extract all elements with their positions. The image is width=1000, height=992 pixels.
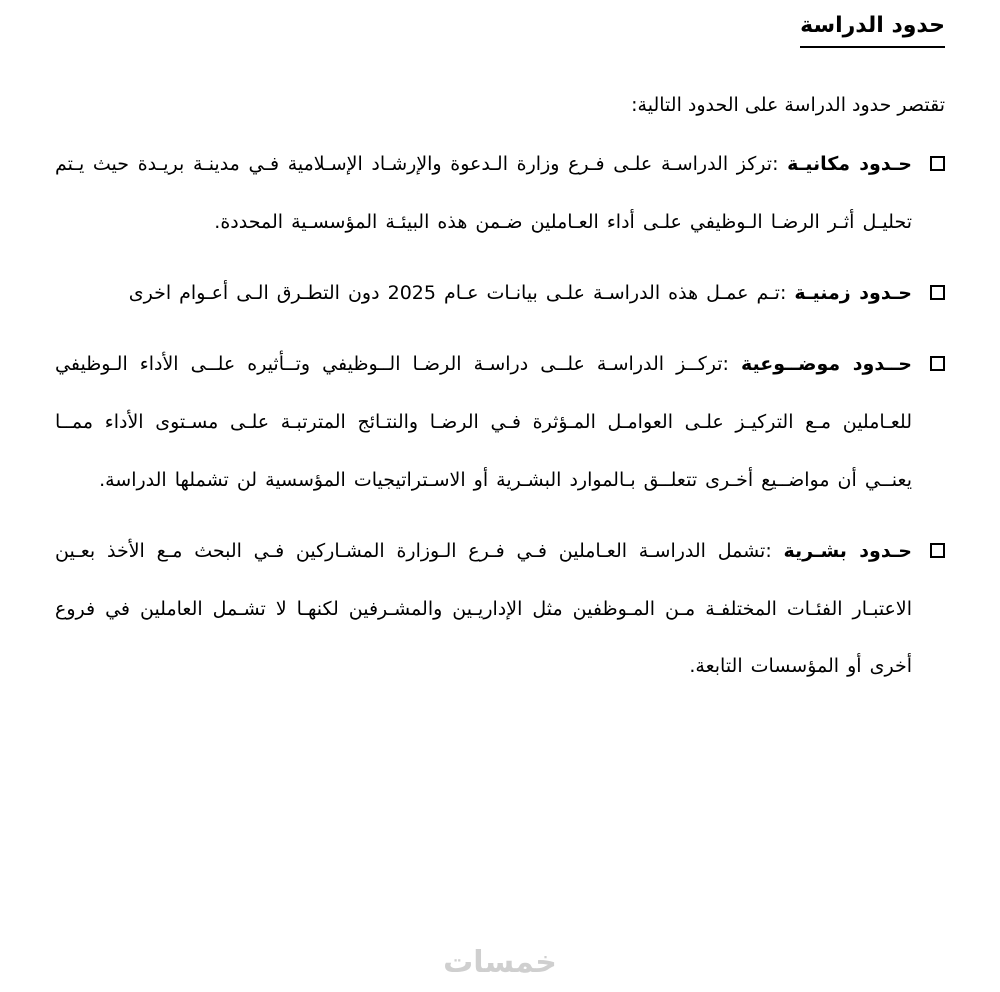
bullet-list <box>55 136 945 696</box>
intro-text: تقتصر حدود الدراسة على الحدود التالية: <box>631 93 945 116</box>
bullet-label: حـدود مكانيـة <box>787 152 912 175</box>
bullet-body: :تشمل الدراسـة العـاملين فـي فـرع الـوزارة المشـاركين فـي البحث مـع الأخذ بعـين الاعتبـار الفئـات المختلفـة مـن المـوظفين مثل الإداريـين والمشـرفين لكنهـا لا تشـمل العاملين في فروع أخرى أو المؤسسات التابعة. <box>55 539 912 678</box>
square-bullet-icon <box>930 156 945 171</box>
square-bullet-icon <box>930 285 945 300</box>
watermark-text: خمسات <box>443 945 557 980</box>
square-bullet-icon <box>930 543 945 558</box>
bullet-paragraph <box>55 336 912 510</box>
bullet-paragraph <box>55 136 912 252</box>
bullet-paragraph <box>55 265 912 323</box>
list-item <box>55 136 945 252</box>
bullet-body: :تركز الدراسـة علـى فـرع وزارة الـدعوة والإرشـاد الإسـلامية فـي مدينـة بريـدة حيث يـتم تحليـل أثـر الرضـا الـوظيفي علـى أداء العـاملين ضـمن هذه البيئـة المؤسسـية المحددة. <box>55 152 912 233</box>
list-item <box>55 265 945 323</box>
bullet-body: :تـم عمـل هذه الدراسـة علـى بيانـات عـام 2025 دون التطـرق الـى أعـوام اخرى <box>128 281 787 304</box>
bullet-paragraph <box>55 523 912 697</box>
bullet-label: حـدود بشـرية <box>783 539 913 562</box>
bullet-body: :تركــز الدراسـة علــى دراسـة الرضـا الــوظيفي وتــأثيره علــى الأداء الـوظيفي للعـاملين مـع التركيـز علـى العوامـل المـؤثرة فـي الرضـا والنتـائج المترتبـة علـى مسـتوى الأداء ممــا يعنــي أن مواضــيع أخـرى تتعلــق بـالموارد البشـرية أو الاسـتراتيجيات المؤسسية لن تشملها الدراسة. <box>55 352 912 491</box>
list-item <box>55 523 945 697</box>
bullet-label: حـدود زمنيـة <box>794 281 912 304</box>
square-bullet-icon <box>930 356 945 371</box>
page-title: حدود الدراسة <box>800 12 945 48</box>
list-item <box>55 336 945 510</box>
bullet-label: حــدود موضــوعية <box>740 352 912 375</box>
